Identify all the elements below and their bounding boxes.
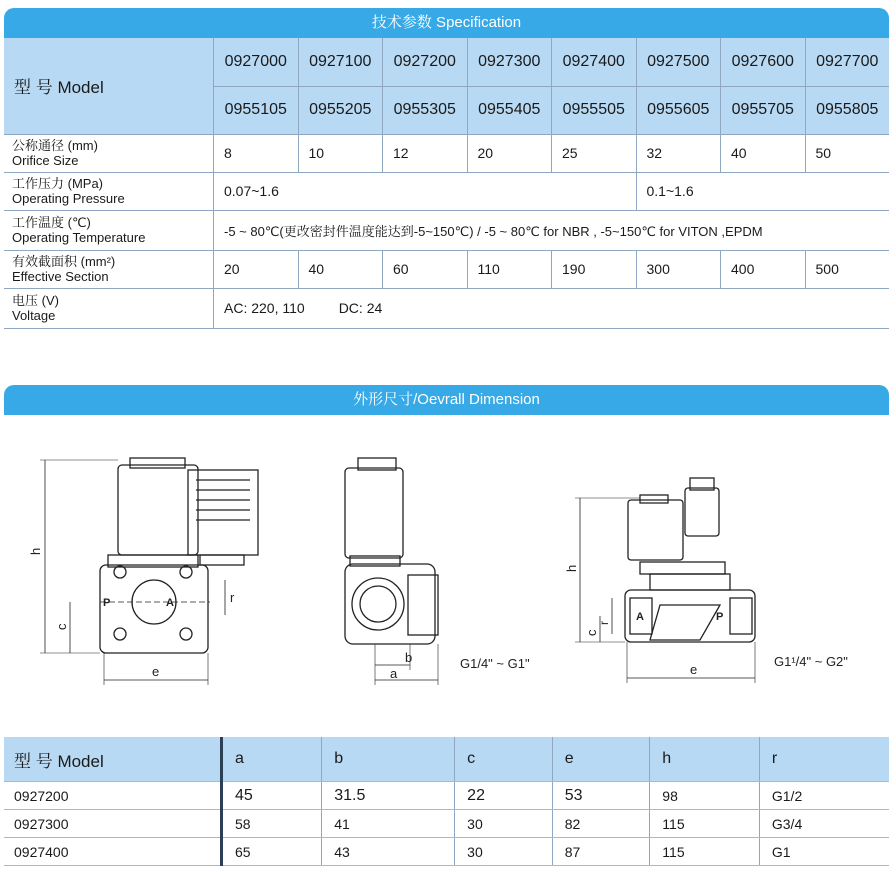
pressure-value-b: 0.1~1.6 — [636, 172, 889, 210]
dim-cell: 30 — [455, 810, 553, 838]
dim-header-c: c — [455, 737, 553, 782]
dim-cell: 87 — [552, 838, 650, 866]
table-row — [4, 838, 889, 866]
dim-cell: 58 — [222, 810, 322, 838]
dimension-drawings — [0, 420, 896, 720]
effective-value: 20 — [214, 250, 299, 288]
dim-cell: 115 — [650, 838, 760, 866]
dimension-title: 外形尺寸/Oevrall Dimension — [353, 391, 540, 408]
dim-cell: 43 — [322, 838, 455, 866]
model-cell: 0955305 — [383, 86, 468, 134]
dim-cell: G1 — [759, 838, 889, 866]
model-cell: 0927500 — [636, 38, 721, 86]
side-view-drawing — [345, 458, 438, 685]
dim-label-e: e — [152, 664, 160, 679]
port-label-a: A — [166, 597, 174, 609]
dim-cell: 0927400 — [4, 838, 222, 866]
model-cell: 0927300 — [467, 38, 552, 86]
dim-label-r-large: r — [597, 621, 611, 625]
dim-cell: 98 — [650, 782, 760, 810]
pressure-value-a: 0.07~1.6 — [214, 172, 637, 210]
dim-cell: 0927300 — [4, 810, 222, 838]
voltage-value: AC: 220, 110 DC: 24 — [214, 288, 890, 328]
model-cell: 0955505 — [552, 86, 637, 134]
orifice-value: 50 — [805, 134, 889, 172]
large-valve-drawing — [575, 478, 755, 683]
pressure-label: 工作压力 (MPa) Operating Pressure — [4, 172, 214, 210]
model-cell: 0927200 — [383, 38, 468, 86]
effective-label: 有效截面积 (mm²) Effective Section — [4, 250, 214, 288]
orifice-value: 20 — [467, 134, 552, 172]
model-cell: 0927100 — [298, 38, 383, 86]
orifice-value: 10 — [298, 134, 383, 172]
table-row — [4, 782, 889, 810]
thread-label-large: G1¹/4" ~ G2" — [774, 654, 848, 669]
dim-cell: 82 — [552, 810, 650, 838]
thread-label-small: G1/4" ~ G1" — [460, 656, 530, 671]
effective-value: 40 — [298, 250, 383, 288]
dim-cell: 0927200 — [4, 782, 222, 810]
model-label: 型 号 Model — [4, 38, 214, 134]
front-view-drawing — [40, 458, 258, 685]
dim-header-model: 型 号 Model — [4, 737, 222, 782]
dim-label-h: h — [28, 547, 43, 555]
dim-header-a: a — [222, 737, 322, 782]
orifice-value: 12 — [383, 134, 468, 172]
dim-cell: 22 — [455, 782, 553, 810]
effective-value: 500 — [805, 250, 889, 288]
spec-banner — [4, 8, 889, 38]
model-cell: 0927000 — [214, 38, 299, 86]
temperature-label: 工作温度 (℃) Operating Temperature — [4, 210, 214, 250]
dim-label-c-large: c — [584, 629, 599, 636]
orifice-label: 公称通径 (mm) Orifice Size — [4, 134, 214, 172]
effective-value: 110 — [467, 250, 552, 288]
voltage-label: 电压 (V) Voltage — [4, 288, 214, 328]
dimension-banner — [4, 385, 889, 415]
model-cell: 0927600 — [721, 38, 806, 86]
port-label-a-large: A — [636, 611, 644, 623]
dim-label-b: b — [405, 650, 413, 665]
orifice-value: 40 — [721, 134, 806, 172]
model-cell: 0955205 — [298, 86, 383, 134]
port-label-p: P — [103, 597, 111, 609]
orifice-value: 8 — [214, 134, 299, 172]
dim-header-h: h — [650, 737, 760, 782]
dim-header-b: b — [322, 737, 455, 782]
orifice-value: 25 — [552, 134, 637, 172]
dim-cell: G3/4 — [759, 810, 889, 838]
port-label-p-large: P — [716, 611, 724, 623]
dim-cell: 65 — [222, 838, 322, 866]
effective-value: 60 — [383, 250, 468, 288]
spec-table — [4, 38, 889, 329]
dim-cell: 45 — [222, 782, 322, 810]
dim-label-c: c — [54, 623, 69, 630]
spec-title: 技术参数 Specification — [371, 14, 522, 31]
dim-cell: 115 — [650, 810, 760, 838]
model-cell: 0955105 — [214, 86, 299, 134]
dim-cell: 31.5 — [322, 782, 455, 810]
model-cell: 0955405 — [467, 86, 552, 134]
model-cell: 0927400 — [552, 38, 637, 86]
dimension-table — [4, 737, 889, 866]
dim-header-e: e — [552, 737, 650, 782]
model-cell: 0955805 — [805, 86, 889, 134]
temperature-value: -5 ~ 80℃(更改密封件温度能达到-5~150℃) / -5 ~ 80℃ for NBR , -5~150℃ for VITON ,EPDM — [214, 210, 890, 250]
model-cell: 0927700 — [805, 38, 889, 86]
model-cell: 0955605 — [636, 86, 721, 134]
model-cell: 0955705 — [721, 86, 806, 134]
table-row — [4, 810, 889, 838]
dim-cell: 41 — [322, 810, 455, 838]
dim-label-a: a — [390, 666, 398, 681]
effective-value: 190 — [552, 250, 637, 288]
dim-cell: G1/2 — [759, 782, 889, 810]
dim-header-r: r — [759, 737, 889, 782]
effective-value: 400 — [721, 250, 806, 288]
dim-label-e-large: e — [690, 662, 698, 677]
dim-cell: 30 — [455, 838, 553, 866]
dim-label-r: r — [230, 590, 235, 605]
dim-label-h-large: h — [564, 564, 579, 572]
orifice-value: 32 — [636, 134, 721, 172]
effective-value: 300 — [636, 250, 721, 288]
dim-cell: 53 — [552, 782, 650, 810]
